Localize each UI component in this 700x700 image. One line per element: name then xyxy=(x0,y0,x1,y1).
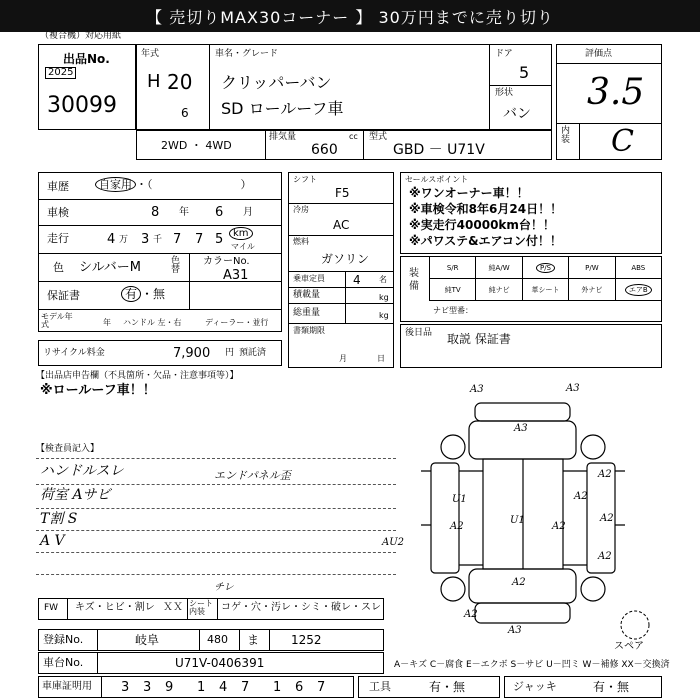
warranty-sep: ・ xyxy=(141,287,154,301)
color-label: 色 xyxy=(53,261,64,274)
damage-mark: A2 xyxy=(450,521,464,532)
load-unit: kg xyxy=(379,293,389,302)
warranty-has: 有 xyxy=(121,286,141,302)
equip-leather: 革シート xyxy=(523,279,569,301)
inspector-note: T割 S xyxy=(40,511,78,527)
displacement-unit: cc xyxy=(349,132,358,141)
cert-digit: 7 xyxy=(241,680,250,695)
doors-label: ドア xyxy=(495,49,513,59)
mileage-digit-2: 7 xyxy=(195,232,204,247)
inspection-label: 車検 xyxy=(47,206,69,219)
mileage-sen-unit: 千 xyxy=(153,235,163,245)
banner-text: 【 売切りMAX30コーナー 】 30万円までに売り切り xyxy=(146,7,554,27)
mileage-sen: 3 xyxy=(141,232,150,247)
inspection-year: 8 xyxy=(151,205,160,220)
condition-legend-box xyxy=(38,598,384,620)
plate-box xyxy=(38,629,384,651)
plate-area: 岐阜 xyxy=(135,633,160,647)
jack-none: 無 xyxy=(617,680,630,694)
exhibitor-note-text: ※ロールーフ車！！ xyxy=(40,383,156,398)
cert-box xyxy=(38,676,354,698)
tools-sep: ・ xyxy=(441,680,454,694)
jack-has: 有 xyxy=(593,680,606,694)
drive-box xyxy=(136,130,552,160)
plate-class: 480 xyxy=(207,633,228,646)
model-year-label: モデル年式 xyxy=(41,312,73,329)
rating-label: 評価点 xyxy=(585,49,613,59)
drive-type: 2WD ・ 4WD xyxy=(161,139,232,152)
load-label: 積載量 xyxy=(293,290,321,300)
jack-sep: ・ xyxy=(605,680,618,694)
model-label: 型式 xyxy=(369,132,388,142)
legend-hand-note: チレ xyxy=(214,582,234,593)
year-value: 20 xyxy=(167,70,193,94)
tools-has: 有 xyxy=(429,680,442,694)
damage-mark: A2 xyxy=(512,577,526,588)
interior-label: 内装 xyxy=(561,126,571,145)
fuel-value: ガソリン xyxy=(321,252,370,266)
tools-label: 工具 xyxy=(369,680,391,693)
inspector-note: A V xyxy=(40,533,65,549)
damage-code-legend: A－キズ C－腐食 E－エクボ S－サビ U－凹ミ W－補修 XX－交換済 xyxy=(394,660,670,670)
jack-label: ジャッキ xyxy=(513,680,557,693)
cert-digit: 1 xyxy=(273,680,282,695)
ac-label: 冷房 xyxy=(293,205,309,214)
cert-label: 車庫証明用 xyxy=(42,681,92,692)
warranty-none: 無 xyxy=(153,287,166,301)
after-delivery-value: 取説 保証書 xyxy=(447,332,511,346)
cert-digit: 3 xyxy=(121,680,130,695)
fw-mark: ＸＸ xyxy=(163,602,183,613)
inspector-note: ハンドルスレ xyxy=(40,463,124,479)
mileage-digit-1: 7 xyxy=(173,232,182,247)
displacement-label: 排気量 xyxy=(269,132,297,142)
vehicle-box xyxy=(136,44,552,130)
damage-mark: AU2 xyxy=(382,537,405,548)
sales-points-box xyxy=(400,172,662,254)
equip-power-steering: P/S xyxy=(536,263,555,273)
damage-mark: A3 xyxy=(470,384,484,395)
equip-airbag: エアB xyxy=(625,284,652,296)
rating-score: 3.5 xyxy=(587,72,645,113)
shift-label: シフト xyxy=(293,175,317,184)
recycle-unit: 円 xyxy=(225,348,235,358)
deadline-day: 日 xyxy=(377,354,385,363)
color-value: シルバーM xyxy=(79,260,141,275)
lot-number: 30099 xyxy=(47,93,117,118)
dealer-type: ディーラー・並行 xyxy=(205,318,269,327)
mileage-unit-mile: マイル xyxy=(231,242,255,251)
inspector-side-note: エンドパネル歪 xyxy=(214,469,291,482)
shape-value: バン xyxy=(503,106,531,122)
damage-mark: A3 xyxy=(508,625,522,636)
color-code: A31 xyxy=(223,268,249,283)
history-label: 車歴 xyxy=(47,180,69,193)
doors-value: 5 xyxy=(519,63,530,82)
year-month: 6 xyxy=(181,106,189,120)
warranty-label: 保証書 xyxy=(47,289,80,302)
shift-value: F5 xyxy=(335,186,350,200)
sales-point-line: ※ワンオーナー車！！ xyxy=(409,186,529,200)
sheet-subheading: （複合機）対応用紙 xyxy=(40,31,122,41)
equip-abs: ABS xyxy=(616,257,662,279)
equipment-label: 装備 xyxy=(409,268,419,292)
history-private: 自家用 xyxy=(95,177,136,192)
mileage-man: 4 xyxy=(107,232,116,247)
damage-mark: A3 xyxy=(514,423,528,434)
inspection-month: 6 xyxy=(215,205,224,220)
tools-none: 無 xyxy=(453,680,466,694)
lot-box xyxy=(38,44,136,130)
exhibitor-note-label: 【出品店申告欄（不具箇所・欠品・注意事項等）】 xyxy=(36,371,239,381)
damage-mark: A2 xyxy=(598,469,612,480)
seat-damage-types: コゲ・穴・汚レ・シミ・破レ・スレ xyxy=(221,602,381,613)
name-label: 車名・グレード xyxy=(215,49,279,59)
equip-power-window: P/W xyxy=(569,257,615,279)
chassis-box xyxy=(38,652,384,674)
model-value: GBD － U71V xyxy=(393,142,485,158)
sales-points-label: セールスポイント xyxy=(405,175,469,184)
inspection-month-unit: 月 xyxy=(243,207,253,218)
lot-label: 出品No. xyxy=(63,52,110,66)
damage-mark: A2 xyxy=(574,491,588,502)
recycle-box xyxy=(38,340,282,366)
capacity-value: 4 xyxy=(353,273,361,287)
tools-box xyxy=(358,676,500,698)
cert-digit: 1 xyxy=(197,680,206,695)
deadline-label: 書類期限 xyxy=(293,326,325,335)
model-year-unit: 年 xyxy=(103,318,111,327)
recycle-amount: 7,900 xyxy=(173,346,211,361)
equip-navi: 純ナビ xyxy=(476,279,522,301)
rating-box xyxy=(556,44,662,160)
mileage-label: 走行 xyxy=(47,232,69,245)
damage-mark: A2 xyxy=(598,551,612,562)
displacement-value: 660 xyxy=(311,142,338,158)
year-label: 年式 xyxy=(141,49,160,59)
spec-box xyxy=(288,172,394,368)
after-delivery-box xyxy=(400,324,662,368)
damage-mark: A3 xyxy=(566,383,580,394)
inspection-year-unit: 年 xyxy=(179,207,189,218)
shape-label: 形状 xyxy=(495,88,514,98)
spare-tire-label: スペア xyxy=(614,641,644,652)
color-change-label: 色替 xyxy=(171,256,181,275)
history-rest: ・（ ） xyxy=(136,178,252,191)
chassis-number: U71V-0406391 xyxy=(175,656,265,670)
equipment-grid xyxy=(429,257,662,301)
handle-side: ハンドル 左・右 xyxy=(123,318,182,327)
plate-number: 1252 xyxy=(291,633,322,647)
ac-value: AC xyxy=(333,218,350,232)
seat-label: シート内装 xyxy=(189,599,213,616)
fw-label: FW xyxy=(44,603,59,613)
capacity-label: 乗車定員 xyxy=(293,274,325,283)
cert-digit: 9 xyxy=(165,680,174,695)
chassis-label: 車台No. xyxy=(43,656,84,669)
damage-mark: A2 xyxy=(464,609,478,620)
vehicle-grade: SD ロールーフ車 xyxy=(221,99,344,118)
mileage-man-unit: 万 xyxy=(119,235,129,245)
cert-digit: 4 xyxy=(219,680,228,695)
car-damage-diagram xyxy=(395,375,655,655)
capacity-unit: 名 xyxy=(379,275,387,284)
navi-model-label: ナビ型番： xyxy=(433,306,473,315)
equip-sunroof: S/R xyxy=(430,257,476,279)
vehicle-name: クリッパーバン xyxy=(221,73,332,92)
year-era: H xyxy=(147,71,161,92)
plate-label: 登録No. xyxy=(43,633,84,646)
jack-box xyxy=(504,676,662,698)
damage-mark: U1 xyxy=(510,515,525,526)
inspector-label: 【検査員記入】 xyxy=(36,444,100,454)
sales-point-line: ※パワステ&エアコン付！！ xyxy=(409,234,562,248)
header-banner xyxy=(0,0,700,32)
gross-label: 総重量 xyxy=(293,308,321,318)
cert-digit: 6 xyxy=(295,680,304,695)
fuel-label: 燃料 xyxy=(293,237,309,246)
fw-damage-types: キズ・ヒビ・割レ xyxy=(75,602,155,613)
plate-kana: ま xyxy=(247,633,260,647)
recycle-label: リサイクル料金 xyxy=(43,348,105,358)
cert-digit: 3 xyxy=(143,680,152,695)
gross-unit: kg xyxy=(379,311,389,320)
equip-alloy-wheel: 純A/W xyxy=(476,257,522,279)
details-box xyxy=(38,172,282,332)
mileage-digit-3: 5 xyxy=(215,232,224,247)
deadline-month: 月 xyxy=(339,354,347,363)
damage-mark: A2 xyxy=(552,521,566,532)
recycle-note: 預託済 xyxy=(239,348,267,358)
damage-mark: A2 xyxy=(600,513,614,524)
interior-score: C xyxy=(611,124,634,159)
equip-ext-navi: 外ナビ xyxy=(569,279,615,301)
color-code-label: カラーNo. xyxy=(203,256,250,267)
inspector-note: 荷室 Aサビ xyxy=(40,487,111,503)
lot-year-tag: 2025 xyxy=(45,67,76,79)
equip-tv: 純TV xyxy=(430,279,476,301)
sales-point-line: ※車検令和8年6月24日！！ xyxy=(409,202,563,216)
after-delivery-label: 後日品 xyxy=(405,328,433,338)
cert-digit: 7 xyxy=(317,680,326,695)
sales-point-line: ※実走行40000km台！！ xyxy=(409,218,555,232)
equipment-box xyxy=(400,256,662,322)
mileage-unit-km: km xyxy=(229,227,253,240)
damage-mark: U1 xyxy=(452,494,467,505)
